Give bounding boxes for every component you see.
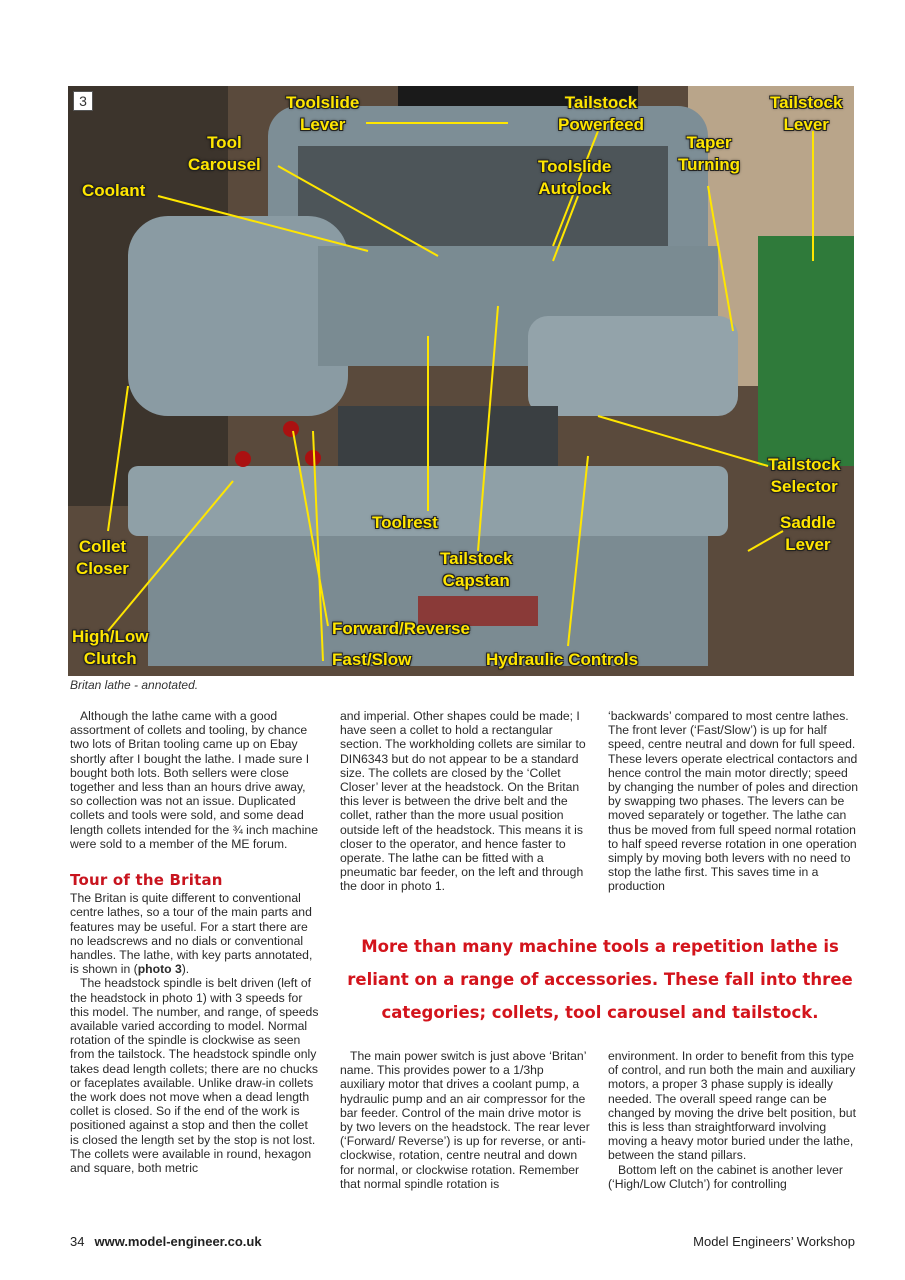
column-2 (340, 709, 590, 894)
column-2-lower (340, 1049, 590, 1191)
label-toolrest: Toolrest (372, 513, 438, 532)
photo-reference: photo 3 (137, 962, 182, 977)
paragraph: Although the lathe came with a good assortment of collets and tooling, by chance two lots of Britan tooling came up on Ebay shortly after I bought the lathe. I made sure I bought both lots. Both sellers were close together and less than an hours drive away, so collection was not an issue. Duplicated collets and tools were sold, and some dead length collets intended for the ¾ inch machine were sold to a member of the ME forum. (70, 709, 318, 851)
label-fast-slow: Fast/Slow (332, 650, 412, 669)
page-number: 34 (70, 1234, 85, 1249)
text: ). (181, 962, 190, 977)
paragraph (70, 891, 320, 976)
label-collet-closer: Collet Closer (76, 537, 129, 578)
pull-quote: More than many machine tools a repetition lathe is reliant on a range of accessories. These fall into three categories; collets, tool carousel and tailstock. (347, 937, 853, 1022)
paragraph: The main power switch is just above ‘Britan’ name. This provides power to a 1/3hp auxiliary motor that drives a coolant pump, a hydraulic pump and an air compressor for the bar feeder. Control of the main drive motor is by two levers on the headstock. The rear lever (‘Forward/ Reverse’) is up for reverse, or anti-clockwise, rotation, centre neutral and down for normal, or clockwise rotation. Remember that normal spindle rotation is (340, 1049, 590, 1191)
label-taper-turning: Taper Turning (678, 133, 740, 174)
photo-number: 3 (73, 91, 93, 111)
paragraph: and imperial. Other shapes could be made; I have seen a collet to hold a rectangular section. The workholding collets are similar to DIN6343 but do not appear to be a standard size. The collets are closed by the ‘Collet Closer’ lever at the headstock. On the Britan this lever is between the drive belt and the collet, rather than the more usual position outside left of the headstock. This means it is closer to the operator, and hence faster to operate. The lathe can be fitted with a pneumatic bar feeder, on the left and through the door in photo 1. (340, 709, 586, 894)
magazine-title: Model Engineers’ Workshop (693, 1234, 855, 1249)
annotated-lathe-photo (68, 86, 854, 676)
footer-left (70, 1234, 262, 1249)
label-hydraulic-controls: Hydraulic Controls (486, 650, 639, 669)
website-link[interactable]: www.model-engineer.co.uk (94, 1234, 262, 1249)
label-tailstock-selector: Tailstock Selector (768, 455, 841, 496)
label-toolslide-lever: Toolslide Lever (286, 93, 360, 134)
column-3-lower (608, 1049, 858, 1191)
paragraph: The headstock spindle is belt driven (left of the headstock in photo 1) with 3 speeds for this model. The number, and range, of speeds available varied according to model. Normal rotation of the spindle is clockwise as seen from the tailstock. The headstock spindle only takes dead length collets; there are no chucks or faceplates available. Unlike draw-in collets the work does not move when a dead length collet is closed. So if the end of the work is positioned against a stop and then the collet is closed the length set by the stop is not lost. The collets were available in round, hexagon and square, both metric (70, 976, 319, 1176)
column-3 (608, 709, 858, 894)
paragraph: Bottom left on the cabinet is another lever (‘High/Low Clutch’) for controlling (608, 1162, 843, 1191)
paragraph: environment. In order to benefit from this type of control, and run both the main and auxiliary motors, a proper 3 phase supply is ideally needed. The overall speed range can be changed by moving the drive belt position, but this is less than straightforward involving moving a heavy motor buried under the lathe, between the stand pillars. (608, 1049, 856, 1163)
label-saddle-lever: Saddle Lever (780, 513, 836, 554)
label-tailstock-powerfeed: Tailstock Powerfeed (558, 93, 644, 134)
label-coolant: Coolant (82, 181, 146, 200)
label-high-low-clutch: High/Low Clutch (72, 627, 149, 668)
text: The Britan is quite different to conventional centre lathes, so a tour of the main parts and features may be useful. For a start there are no leadscrews and no dials or conventional handles. The lathe, with key parts annotated, is shown in ( (70, 891, 313, 977)
label-toolslide-autolock: Toolslide Autolock (538, 157, 612, 198)
section-heading: Tour of the Britan (70, 871, 223, 890)
label-tool-carousel: Tool Carousel (188, 133, 261, 174)
label-tailstock-capstan: Tailstock Capstan (440, 549, 513, 590)
photo-caption: Britan lathe - annotated. (70, 678, 199, 692)
column-1 (70, 709, 320, 1175)
paragraph: ‘backwards’ compared to most centre lathes. The front lever (‘Fast/Slow’) is up for half speed, centre neutral and down for full speed. These levers operate electrical contactors and hence control the main motor directly; speed by changing the number of poles and direction by swapping two phases. The levers can be moved separately or together. The lathe can thus be moved from full speed normal rotation to half speed reverse rotation in one operation simply by moving both levers with no need to stop the lathe first. This saves time in a production (608, 709, 859, 894)
label-tailstock-lever: Tailstock Lever (770, 93, 843, 134)
label-forward-reverse: Forward/Reverse (332, 619, 470, 638)
